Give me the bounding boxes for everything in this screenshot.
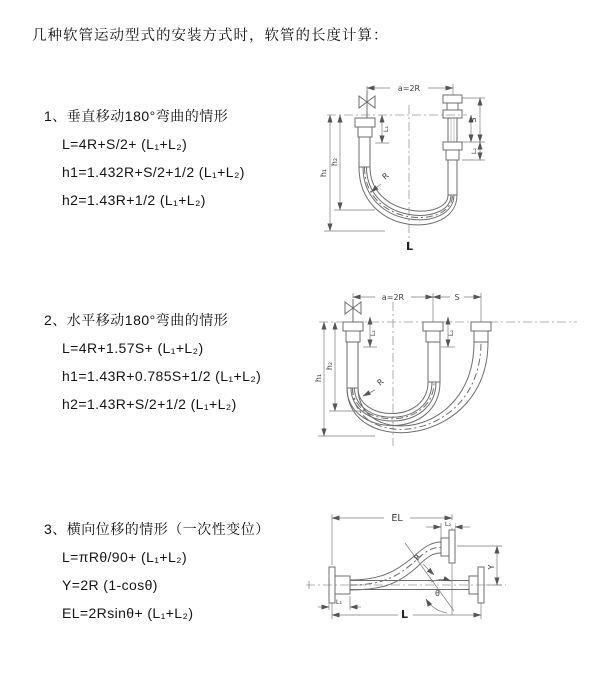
dim-label-l: L	[406, 240, 414, 253]
dim-label-l2: L₂	[444, 520, 452, 528]
diagram-lateral-displacement	[298, 503, 598, 648]
dimension-h2	[330, 115, 375, 210]
radius-callout	[363, 377, 386, 396]
dim-label-r: R	[380, 171, 391, 182]
valve-icon	[345, 299, 361, 322]
hose-arcs-wide	[347, 342, 488, 433]
dim-label-r: R	[375, 377, 386, 388]
section-1-heading: 1、垂直移动180°弯曲的情形	[44, 108, 229, 124]
dim-label-y: Y	[487, 564, 496, 570]
section-vertical-movement	[44, 106, 245, 220]
valve-icon	[359, 90, 375, 118]
dimension-l	[332, 603, 481, 621]
dim-label-l2: L₂	[447, 329, 455, 337]
dimension-l1	[375, 115, 390, 143]
right-end-fitting	[443, 95, 462, 195]
dim-label-h1: h₁	[319, 168, 328, 178]
dim-label-s: S	[469, 117, 478, 123]
dim-label-theta: θ	[435, 589, 440, 598]
left-end-fitting	[343, 322, 363, 388]
section-lateral-displacement	[44, 519, 270, 633]
dim-label-l2: L₂	[470, 147, 478, 155]
dim-label-h2: h₂	[325, 361, 334, 371]
dim-label-s: S	[454, 293, 460, 302]
dimension-s	[462, 98, 485, 142]
formula-h1: h1=1.432R+S/2+1/2 (L₁+L₂)	[62, 164, 245, 180]
formula-el: EL=2Rsinθ+ (L₁+L₂)	[62, 605, 194, 621]
dimension-s	[433, 292, 481, 302]
radius-callout	[371, 171, 391, 192]
diagram-vertical-180-bend	[305, 72, 595, 257]
formula-length: L=4R+1.57S+ (L₁+L₂)	[62, 340, 204, 356]
dim-label-l1: L₁	[335, 598, 343, 606]
formula-y: Y=2R (1-cosθ)	[62, 577, 158, 593]
dimension-l1	[363, 317, 377, 347]
formula-h1: h1=1.43R+0.785S+1/2 (L₁+L₂)	[62, 368, 262, 384]
dimension-l2	[462, 142, 485, 160]
length-callout	[406, 240, 413, 253]
centerlines	[327, 105, 467, 248]
dim-label-a2r: a=2R	[381, 293, 405, 302]
dim-label-l1: L₁	[369, 329, 377, 337]
section-3-heading: 3、横向位移的情形（一次性变位）	[44, 521, 270, 537]
right-end-fitting	[471, 322, 491, 342]
hose-arcs	[359, 167, 457, 225]
dim-label-h2: h₂	[330, 157, 339, 167]
page-title: 几种软管运动型式的安装方式时，软管的长度计算：	[32, 28, 389, 44]
dimension-el	[332, 513, 452, 565]
dimension-l2	[426, 520, 470, 538]
dimension-l1	[318, 596, 361, 610]
dim-label-r: R	[412, 552, 423, 563]
formula-h2: h2=1.43R+S/2+1/2 (L₁+L₂)	[62, 396, 237, 412]
middle-end-fitting	[423, 322, 443, 382]
left-end-fitting	[355, 118, 375, 167]
dimension-h1	[319, 115, 385, 231]
dimension-y	[457, 546, 502, 585]
section-2-heading: 2、水平移动180°弯曲的情形	[44, 312, 229, 328]
dim-label-l1: L₁	[382, 125, 390, 133]
dimension-a-2r	[367, 83, 453, 95]
dim-label-a2r: a=2R	[397, 84, 421, 93]
formula-length: L=4R+S/2+ (L₁+L₂)	[62, 136, 188, 152]
formula-length: L=πRθ/90+ (L₁+L₂)	[62, 549, 188, 565]
dim-label-el: EL	[391, 513, 403, 524]
section-horizontal-movement	[44, 310, 261, 424]
formula-h2: h2=1.43R+1/2 (L₁+L₂)	[62, 192, 206, 208]
dim-label-h1: h₁	[314, 373, 323, 383]
construction-lines	[405, 543, 454, 615]
dim-label-l: L	[401, 608, 409, 621]
diagram-horizontal-180-bend	[305, 278, 595, 460]
